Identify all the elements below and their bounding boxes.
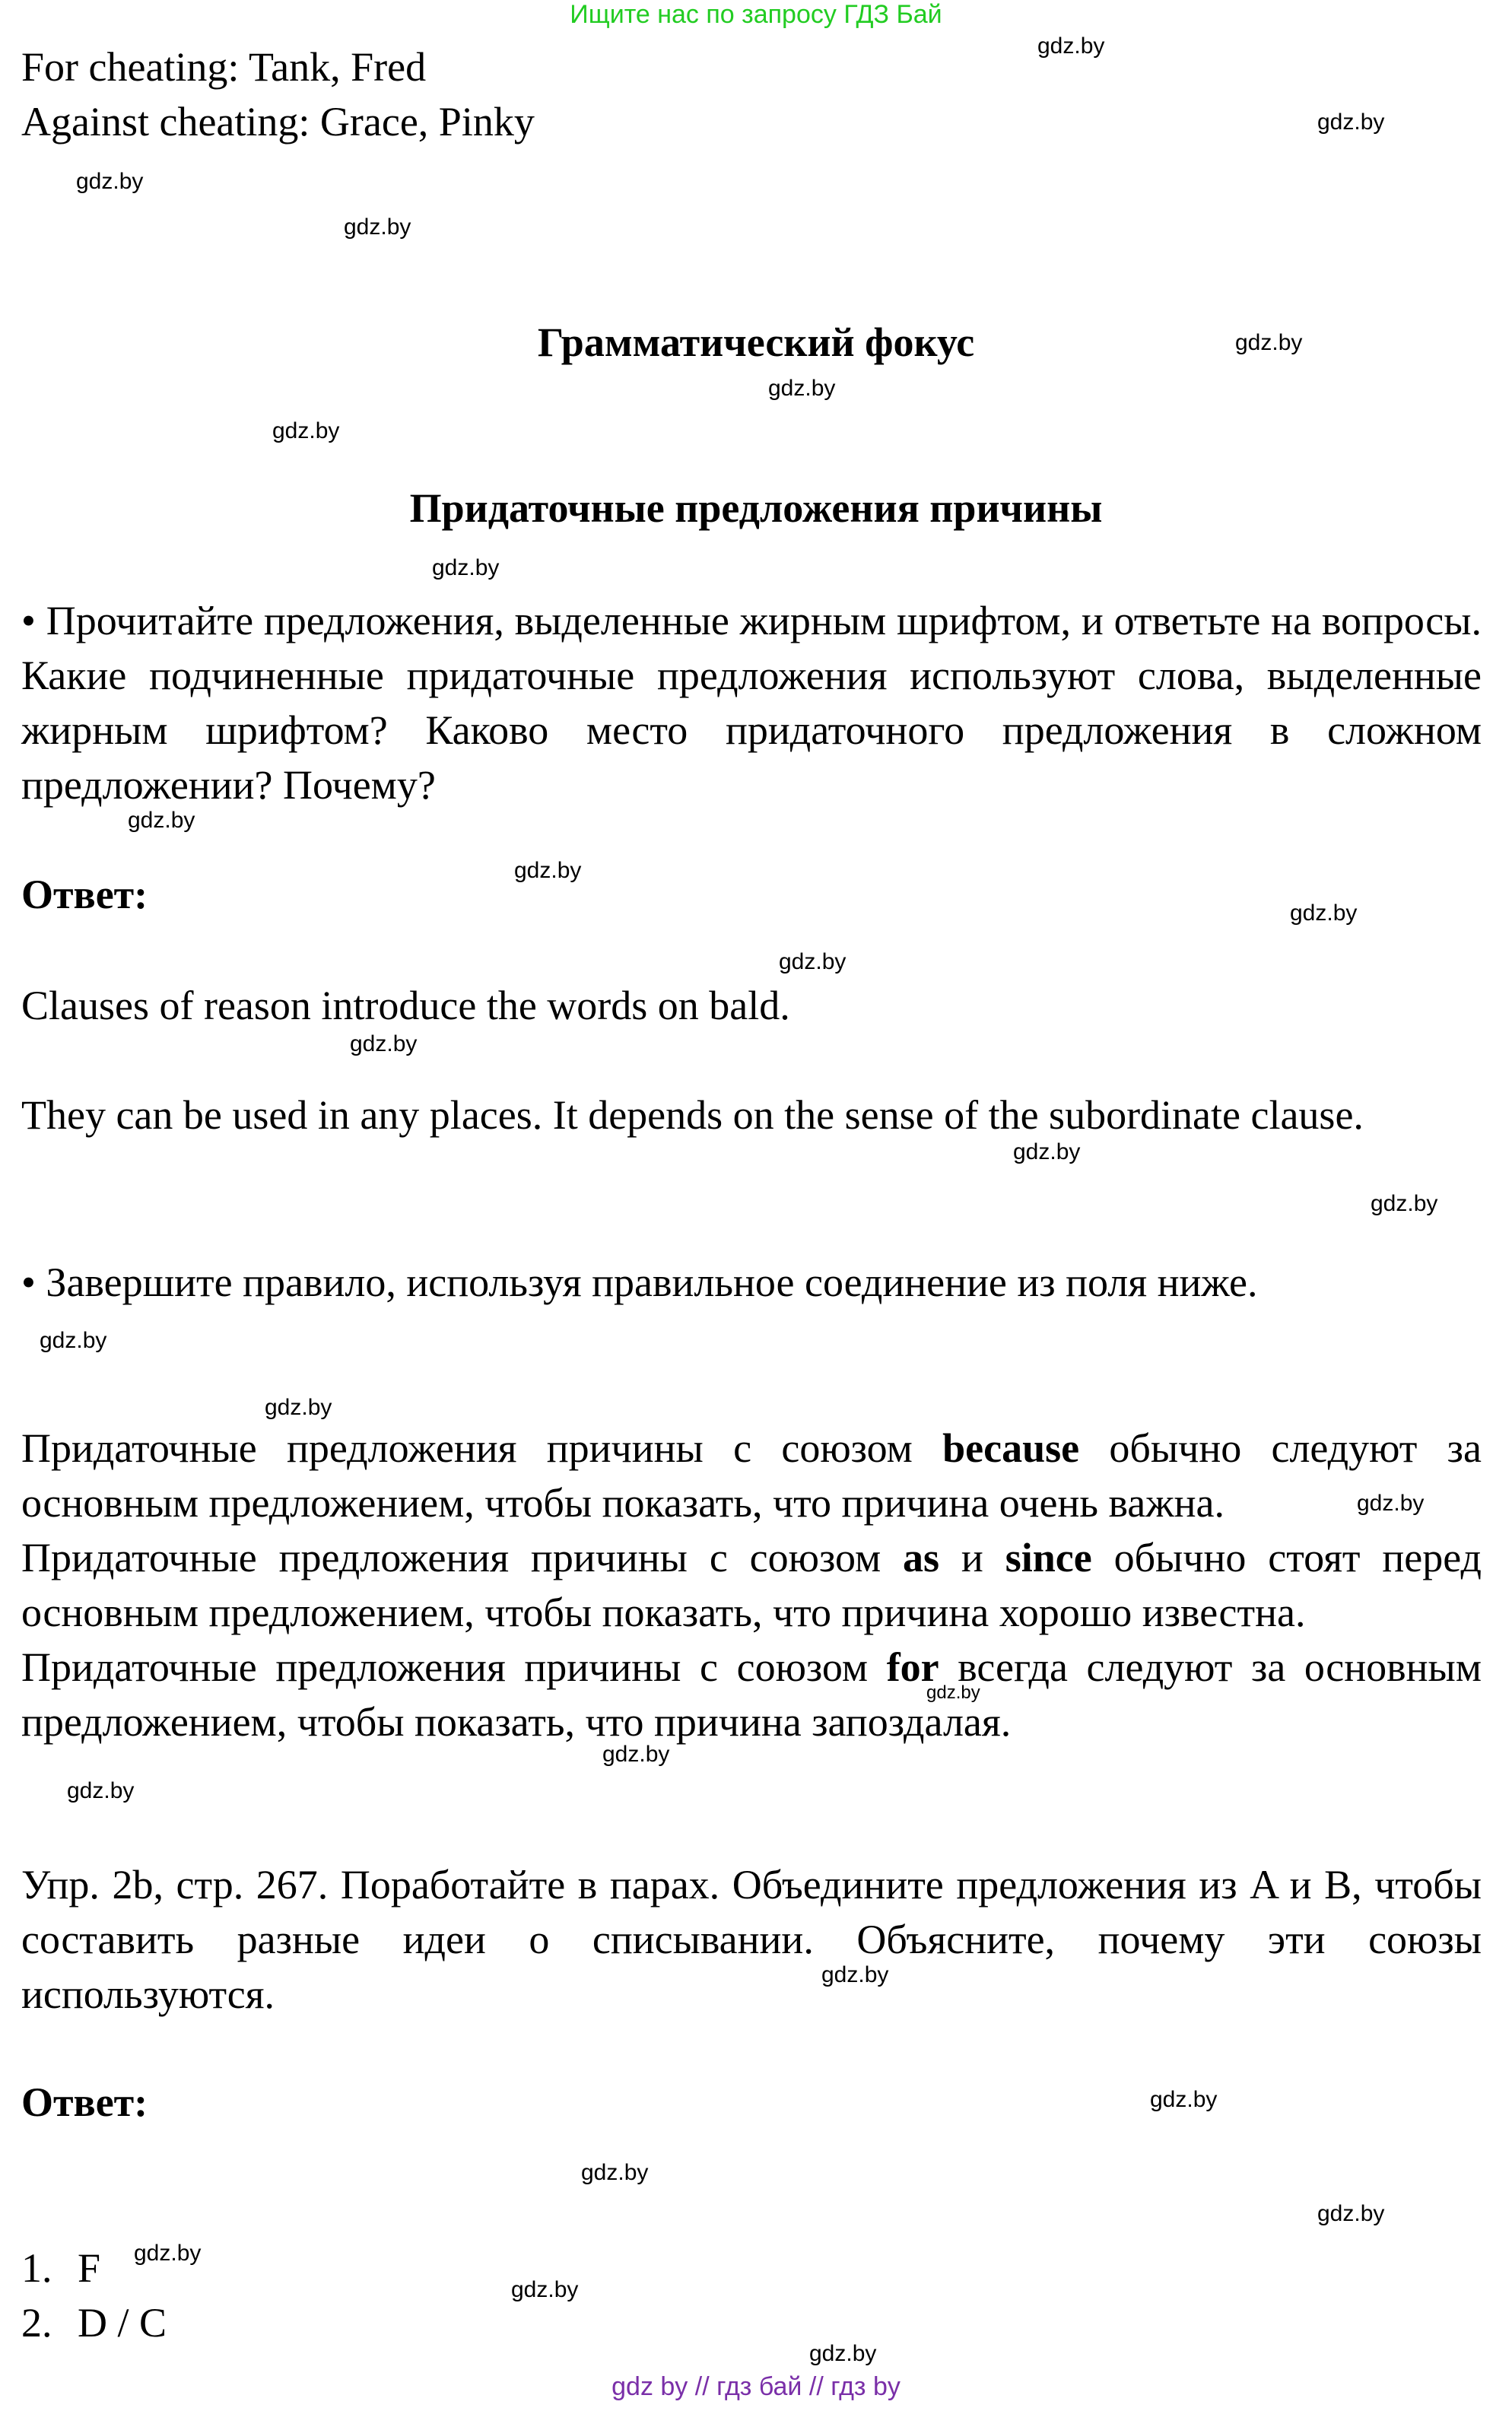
rule-because [21, 1421, 1482, 1530]
task-read-sentences: • Прочитайте предложения, выделенные жирным шрифтом, и ответьте на вопросы. Какие подчиненные придаточные предложения используют слова, выделенные жирным шрифтом? Каково место придаточного предложения в сложном предложении? Почему? [21, 598, 1482, 808]
for-cheating-line: For cheating: Tank, Fred [21, 44, 427, 90]
clauses-of-reason-subheading: Придаточные предложения причины [409, 485, 1103, 531]
watermark: gdz.by [128, 808, 195, 833]
against-cheating-line: Against cheating: Grace, Pinky [21, 99, 535, 145]
answer-label: Ответ: [21, 872, 148, 917]
answer-line-2: They can be used in any places. It depends on the sense of the subordinate clause. [21, 1092, 1364, 1138]
watermark: gdz.by [1290, 901, 1358, 926]
watermark: gdz.by [1317, 110, 1385, 135]
watermark: gdz.by [272, 418, 340, 443]
rule-text: обычно стоят перед основным предложением, чтобы показать, что причина хорошо известна. [21, 1535, 1482, 1635]
watermark: gdz.by [1357, 1491, 1425, 1516]
list-item-number: 2. [21, 2300, 52, 2346]
rule-text: и [939, 1535, 1005, 1580]
watermark: gdz.by [581, 2160, 649, 2185]
watermark: gdz.by [926, 1682, 980, 1703]
watermark: gdz.by [134, 2241, 202, 2266]
watermark: gdz.by [1317, 2201, 1385, 2226]
task-complete-rule: • Завершите правило, используя правильное соединение из поля ниже. [21, 1260, 1258, 1305]
watermark: gdz.by [809, 2341, 877, 2366]
watermark: gdz.by [602, 1742, 670, 1767]
exercise-answer-label: Ответ: [21, 2079, 148, 2125]
conjunction-because: because [942, 1425, 1080, 1471]
watermark: gdz.by [768, 376, 836, 401]
watermark: gdz.by [779, 949, 847, 974]
rule-as-since [21, 1530, 1482, 1640]
answer-line-1: Clauses of reason introduce the words on bald. [21, 983, 790, 1028]
watermark: gdz.by [821, 1962, 889, 1987]
watermark: gdz.by [514, 858, 582, 883]
watermark: gdz.by [511, 2277, 579, 2302]
watermark: gdz.by [1150, 2087, 1218, 2112]
conjunction-since: since [1005, 1535, 1092, 1580]
list-item-value: F [78, 2245, 101, 2291]
rule-text: Придаточные предложения причины с союзом [21, 1644, 887, 1690]
list-item-number: 1. [21, 2245, 52, 2291]
watermark: gdz.by [1371, 1191, 1438, 1216]
conjunction-as: as [903, 1535, 940, 1580]
list-item [21, 2298, 167, 2347]
watermark: gdz.by [1037, 33, 1105, 59]
list-item [21, 2244, 100, 2292]
watermark: gdz.by [265, 1395, 332, 1420]
watermark: gdz.by [350, 1031, 418, 1056]
rule-for [21, 1640, 1482, 1749]
search-banner: Ищите нас по запросу ГДЗ Бай [570, 0, 942, 29]
watermark: gdz.by [67, 1778, 135, 1803]
grammar-focus-heading: Грамматический фокус [537, 319, 975, 365]
rule-text: Придаточные предложения причины с союзом [21, 1425, 943, 1471]
list-item-value: D / C [78, 2300, 167, 2346]
footer-links: gdz by // гдз бай // гдз by [611, 2372, 901, 2401]
conjunction-for: for [886, 1644, 939, 1690]
watermark: gdz.by [76, 169, 144, 194]
rule-text: Придаточные предложения причины с союзом [21, 1535, 904, 1580]
watermark: gdz.by [40, 1328, 107, 1353]
watermark: gdz.by [432, 555, 500, 580]
rule-text: всегда следуют за основным предложением, чтобы показать, что причина запоздалая. [21, 1644, 1482, 1745]
watermark: gdz.by [1013, 1139, 1081, 1164]
rule-text: обычно следуют за основным предложением, чтобы показать, что причина очень важна. [21, 1425, 1482, 1526]
exercise-2b-task: Упр. 2b, стр. 267. Поработайте в парах. Объедините предложения из A и B, чтобы составить разные идеи о списывании. Объясните, почему эти союзы используются. [21, 1862, 1482, 2017]
watermark: gdz.by [344, 214, 411, 240]
watermark: gdz.by [1235, 330, 1303, 355]
